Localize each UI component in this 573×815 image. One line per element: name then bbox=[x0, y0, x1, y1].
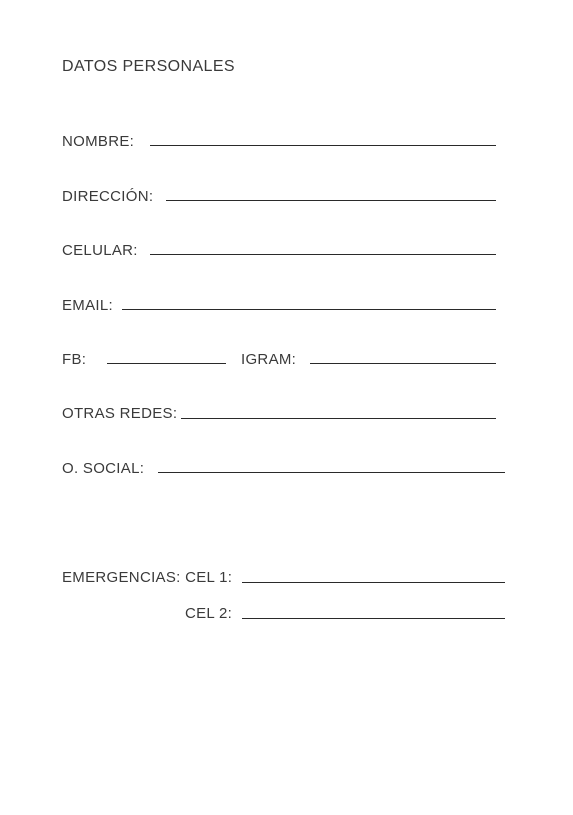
nombre-label: NOMBRE: bbox=[62, 133, 135, 150]
obra-social-line bbox=[158, 472, 505, 473]
obra-social-label: O. SOCIAL: bbox=[62, 460, 145, 477]
nombre-line bbox=[150, 145, 496, 146]
cel2-line bbox=[242, 618, 505, 619]
cel2-label: CEL 2: bbox=[185, 605, 233, 622]
direccion-label: DIRECCIÓN: bbox=[62, 188, 154, 205]
igram-line bbox=[310, 363, 496, 364]
celular-label: CELULAR: bbox=[62, 242, 138, 259]
otras-redes-label: OTRAS REDES: bbox=[62, 405, 178, 422]
igram-label: IGRAM: bbox=[241, 351, 297, 368]
emergencias-cel1-line bbox=[242, 582, 505, 583]
celular-line bbox=[150, 254, 496, 255]
fb-line bbox=[107, 363, 226, 364]
fb-label: FB: bbox=[62, 351, 87, 368]
email-line bbox=[122, 309, 496, 310]
otras-redes-line bbox=[181, 418, 496, 419]
form-title: DATOS PERSONALES bbox=[62, 58, 235, 75]
email-label: EMAIL: bbox=[62, 297, 113, 314]
direccion-line bbox=[166, 200, 496, 201]
emergencias-cel1-label: EMERGENCIAS: CEL 1: bbox=[62, 569, 233, 586]
